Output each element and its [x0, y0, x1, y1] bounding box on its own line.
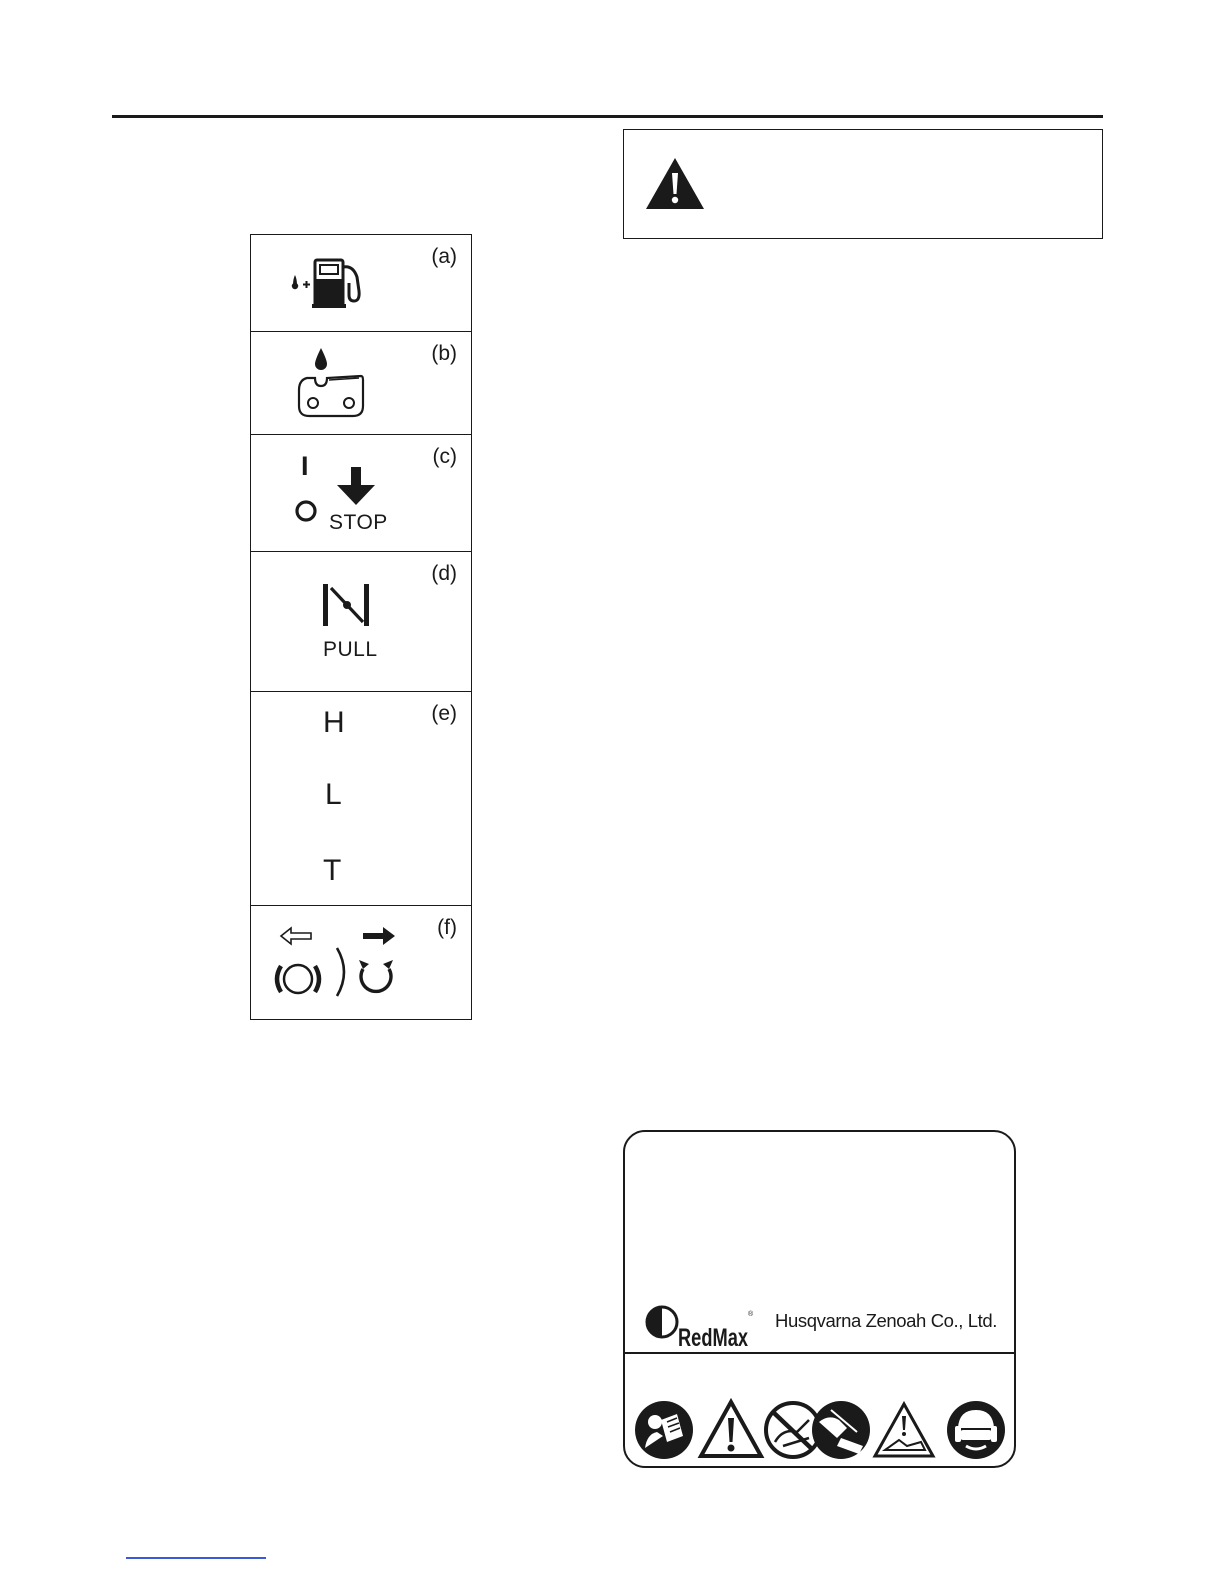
warning-box	[623, 129, 1103, 239]
cell-label: (c)	[432, 445, 457, 468]
safety-pictograms	[633, 1398, 1008, 1462]
cell-label: (e)	[431, 702, 457, 725]
symbol-cell-e	[251, 692, 471, 906]
top-rule	[112, 115, 1103, 118]
choke-icon	[321, 582, 371, 628]
symbol-panel	[250, 234, 472, 1020]
symbol-cell-b	[251, 332, 471, 435]
letter-t: T	[323, 854, 342, 887]
caution-triangle-icon	[701, 1402, 761, 1456]
symbol-cell-a	[251, 235, 471, 332]
symbol-cell-c	[251, 435, 471, 552]
chain-oil-icon	[295, 346, 367, 422]
svg-text:RedMax: RedMax	[678, 1324, 749, 1352]
letter-l: L	[325, 778, 342, 811]
company-name: Husqvarna Zenoah Co., Ltd.	[775, 1310, 998, 1331]
cell-label: (a)	[431, 245, 457, 268]
read-manual-icon	[635, 1401, 693, 1459]
on-mark: I	[301, 451, 309, 481]
symbol-cell-f	[251, 906, 471, 1021]
cell-label: (f)	[437, 916, 457, 939]
redmax-logo	[645, 1304, 755, 1355]
fuel-oil-mix-icon	[287, 257, 367, 309]
letter-h: H	[323, 706, 345, 739]
oil-flow-adjust-icon	[271, 924, 401, 1004]
footer-link-line[interactable]	[126, 1557, 266, 1559]
product-label-card	[623, 1130, 1016, 1468]
svg-text:®: ®	[748, 1311, 754, 1318]
wear-protection-icon	[947, 1401, 1005, 1459]
stop-text: STOP	[329, 511, 388, 534]
kickback-warning-icon	[875, 1404, 933, 1456]
warning-triangle-icon	[644, 156, 706, 211]
pull-text: PULL	[323, 638, 378, 661]
cell-label: (b)	[431, 342, 457, 365]
card-divider	[625, 1352, 1014, 1354]
no-one-handed-use-icon	[766, 1403, 820, 1457]
symbol-cell-d	[251, 552, 471, 692]
use-both-hands-icon	[812, 1401, 870, 1459]
cell-label: (d)	[431, 562, 457, 585]
